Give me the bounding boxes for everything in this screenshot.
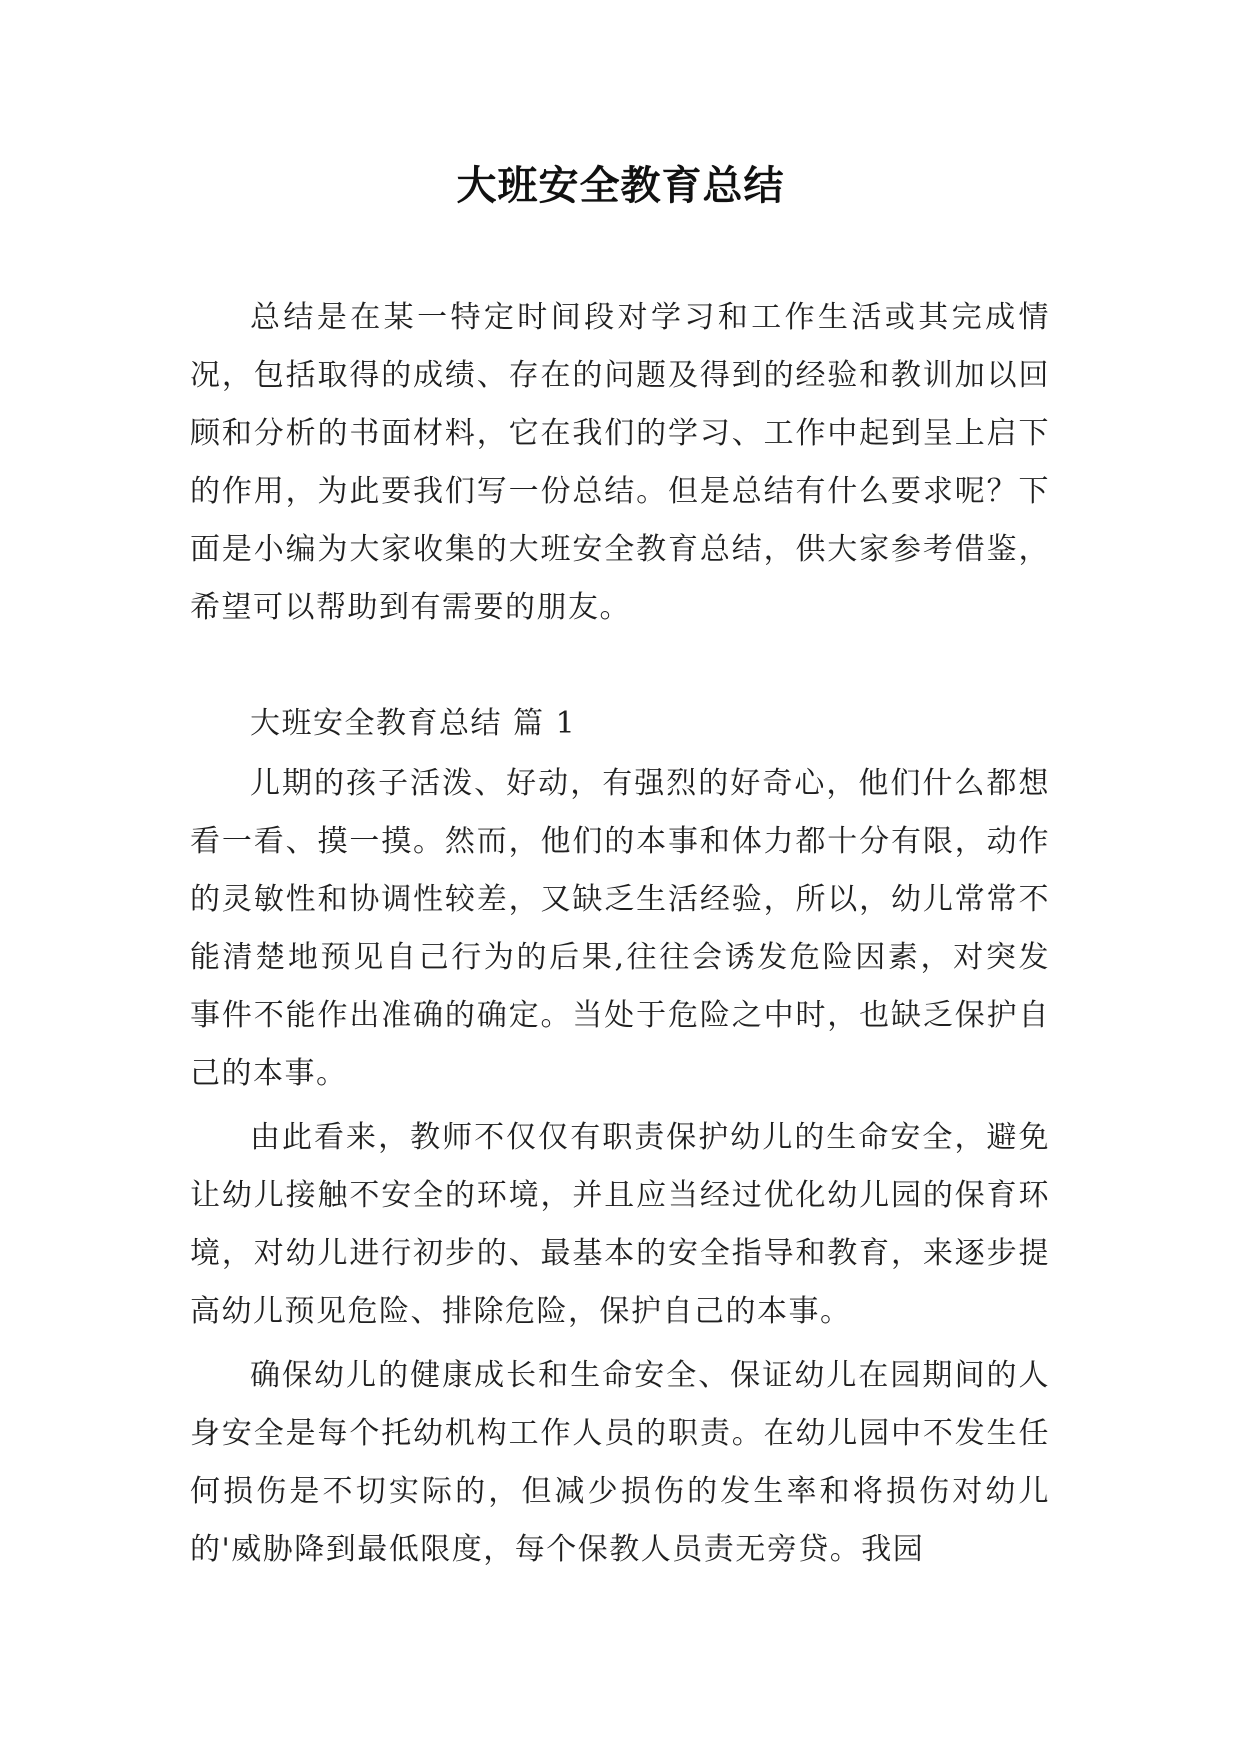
section-1 xyxy=(190,695,1050,1585)
intro-block xyxy=(190,289,1050,643)
intro-paragraph: 总结是在某一特定时间段对学习和工作生活或其完成情况，包括取得的成绩、存在的问题及得到的经验和教训加以回顾和分析的书面材料，它在我们的学习、工作中起到呈上启下的作用，为此要我们写一份总结。但是总结有什么要求呢？下面是小编为大家收集的大班安全教育总结，供大家参考借鉴，希望可以帮助到有需要的朋友。 xyxy=(190,300,1050,625)
document-title: 大班安全教育总结 xyxy=(456,163,785,209)
body-paragraph-3: 确保幼儿的健康成长和生命安全、保证幼儿在园期间的人身安全是每个托幼机构工作人员的职责。在幼儿园中不发生任何损伤是不切实际的，但减少损伤的发生率和将损伤对幼儿的'威胁降到最低限度，每个保教人员责无旁贷。我园 xyxy=(190,1358,1050,1567)
body-paragraph-1: 儿期的孩子活泼、好动，有强烈的好奇心，他们什么都想看一看、摸一摸。然而，他们的本事和体力都十分有限，动作的灵敏性和协调性较差，又缺乏生活经验，所以，幼儿常常不能清楚地预见自己行为的后果,往往会诱发危险因素，对突发事件不能作出准确的确定。当处于危险之中时，也缺乏保护自己的本事。 xyxy=(190,766,1050,1091)
section-heading: 大班安全教育总结 篇 1 xyxy=(250,706,577,741)
body-paragraph-2: 由此看来，教师不仅仅有职责保护幼儿的生命安全，避免让幼儿接触不安全的环境，并且应当经过优化幼儿园的保育环境，对幼儿进行初步的、最基本的安全指导和教育，来逐步提高幼儿预见危险、排除危险，保护自己的本事。 xyxy=(190,1120,1050,1329)
